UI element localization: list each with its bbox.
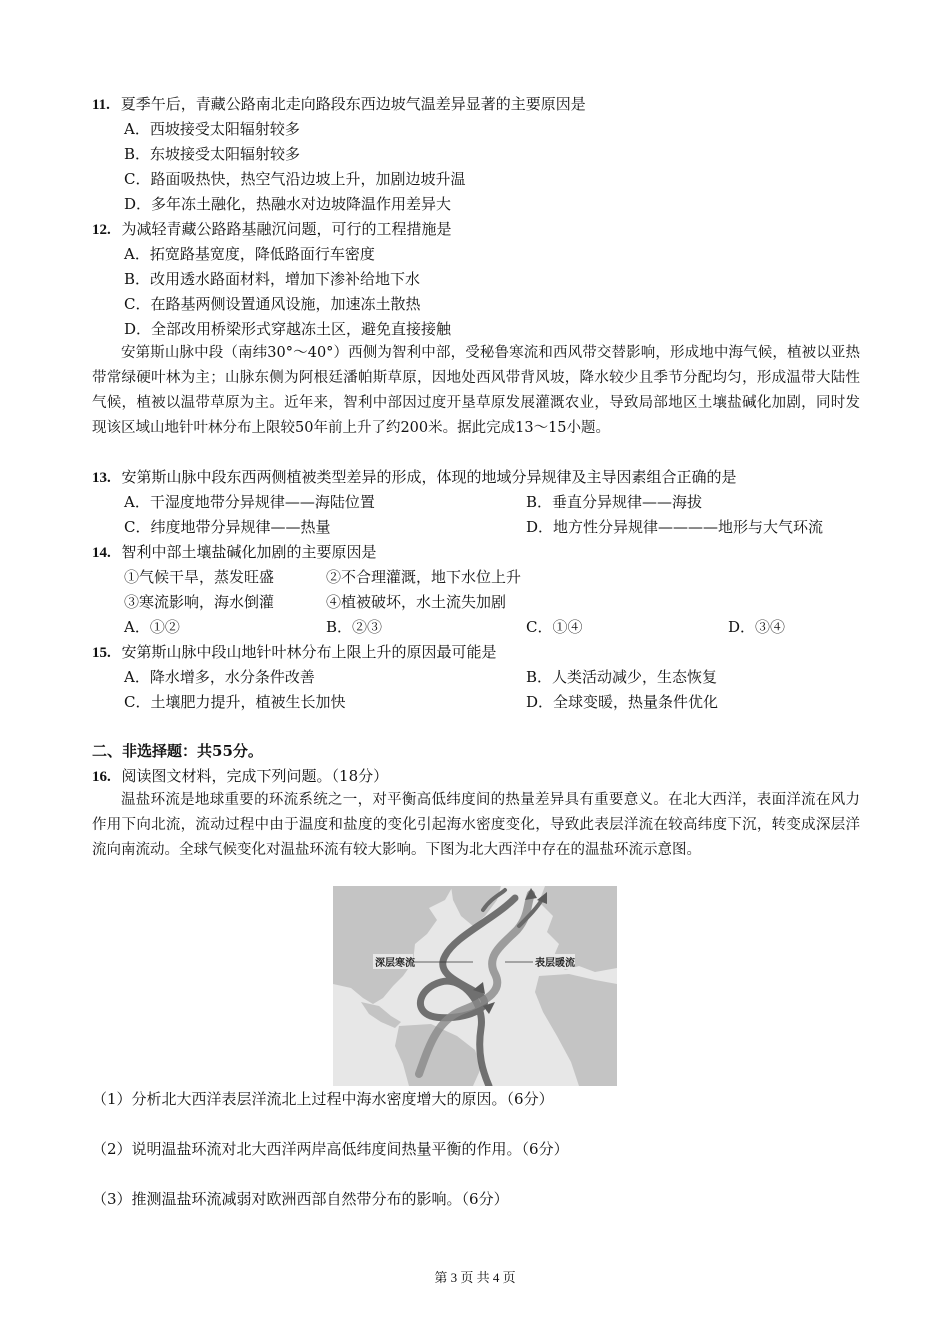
option-c: C．①④ xyxy=(526,618,583,636)
option-a: A．①② xyxy=(124,618,180,636)
option-a: A．拓宽路基宽度，降低路面行车密度 xyxy=(124,245,375,263)
option-b: B．东坡接受太阳辐射较多 xyxy=(124,145,301,163)
option-c: C．路面吸热快，热空气沿边坡上升，加剧边坡升温 xyxy=(124,170,466,188)
question-stem: 阅读图文材料，完成下列问题。（18分） xyxy=(121,767,389,785)
question-number: 13. xyxy=(92,470,111,486)
option-d: D．地方性分异规律————地形与大气环流 xyxy=(526,518,824,536)
question-stem: 智利中部土壤盐碱化加剧的主要原因是 xyxy=(121,543,377,561)
sub-question-3: （3）推测温盐环流减弱对欧洲西部自然带分布的影响。（6分） xyxy=(92,1190,509,1208)
section-title: 二、非选择题：共55分。 xyxy=(92,742,263,760)
statement-4: ④植被破坏，水土流失加剧 xyxy=(326,593,507,611)
reading-passage-andes xyxy=(92,341,860,441)
thermohaline-circulation-map xyxy=(333,886,617,1086)
option-c: C．纬度地带分异规律——热量 xyxy=(124,518,331,536)
question-number: 11. xyxy=(92,97,110,113)
reading-passage-thermohaline xyxy=(92,788,860,863)
passage-text: 安第斯山脉中段（南纬30°～40°）西侧为智利中部，受秘鲁寒流和西风带交替影响，形成地中海气候，植被以亚热带常绿硬叶林为主；山脉东侧为阿根廷潘帕斯草原，因地处西风带背风坡，降水较少且季节分配均匀，形成温带大陆性气候，植被以温带草原为主。近年来，智利中部因过度开垦草原发展灌溉农业，导致局部地区土壤盐碱化加剧，同时发现该区域山地针叶林分布上限较50年前上升了约200米。据此完成13～15小题。 xyxy=(92,345,860,436)
question-stem: 安第斯山脉中段东西两侧植被类型差异的形成，体现的地域分异规律及主导因素组合正确的是 xyxy=(121,468,737,486)
statement-3: ③寒流影响，海水倒灌 xyxy=(124,593,275,611)
statement-2: ②不合理灌溉，地下水位上升 xyxy=(326,568,522,586)
statement-1: ①气候干旱，蒸发旺盛 xyxy=(124,568,275,586)
option-b: B．人类活动减少，生态恢复 xyxy=(526,668,718,686)
option-a: A．干湿度地带分异规律——海陆位置 xyxy=(124,493,375,511)
question-16 xyxy=(92,766,388,787)
option-c: C．在路基两侧设置通风设施，加速冻土散热 xyxy=(124,295,421,313)
option-d: D．③④ xyxy=(728,618,786,636)
option-b: B．垂直分异规律——海拔 xyxy=(526,493,703,511)
page-footer: 第 3 页 共 4 页 xyxy=(434,1270,516,1285)
question-number: 14. xyxy=(92,545,111,561)
passage-text: 温盐环流是地球重要的环流系统之一，对平衡高低纬度间的热量差异具有重要意义。在北大西洋，表面洋流在风力作用下向北流，流动过程中由于温度和盐度的变化引起海水密度变化，导致此表层洋流在较高纬度下沉，转变成深层洋流向南流动。全球气候变化对温盐环流有较大影响。下图为北大西洋中存在的温盐环流示意图。 xyxy=(92,792,860,858)
question-15 xyxy=(92,642,497,663)
question-number: 15. xyxy=(92,645,111,661)
question-13 xyxy=(92,467,737,488)
question-stem: 为减轻青藏公路路基融沉问题，可行的工程措施是 xyxy=(121,220,452,238)
map-graphic xyxy=(333,886,617,1086)
option-d: D．全球变暖，热量条件优化 xyxy=(526,693,719,711)
option-b: B．改用透水路面材料，增加下渗补给地下水 xyxy=(124,270,421,288)
question-14 xyxy=(92,542,377,563)
option-b: B．②③ xyxy=(326,618,383,636)
question-number: 16. xyxy=(92,769,111,785)
option-c: C．土壤肥力提升，植被生长加快 xyxy=(124,693,346,711)
question-stem: 夏季午后，青藏公路南北走向路段东西边坡气温差异显著的主要原因是 xyxy=(120,95,586,113)
question-11 xyxy=(92,94,586,115)
sub-question-1: （1）分析北大西洋表层洋流北上过程中海水密度增大的原因。（6分） xyxy=(92,1090,554,1108)
deep-cold-current-label: 深层寒流 xyxy=(375,958,415,969)
sub-question-2: （2）说明温盐环流对北大西洋两岸高低纬度间热量平衡的作用。（6分） xyxy=(92,1140,569,1158)
question-number: 12. xyxy=(92,222,111,238)
question-12 xyxy=(92,219,452,240)
option-a: A．降水增多，水分条件改善 xyxy=(124,668,315,686)
question-stem: 安第斯山脉中段山地针叶林分布上限上升的原因最可能是 xyxy=(121,643,497,661)
option-d: D．全部改用桥梁形式穿越冻土区，避免直接接触 xyxy=(124,320,452,338)
option-a: A．西坡接受太阳辐射较多 xyxy=(124,120,300,138)
surface-warm-current-label: 表层暖流 xyxy=(535,958,575,969)
option-d: D．多年冻土融化，热融水对边坡降温作用差异大 xyxy=(124,195,452,213)
